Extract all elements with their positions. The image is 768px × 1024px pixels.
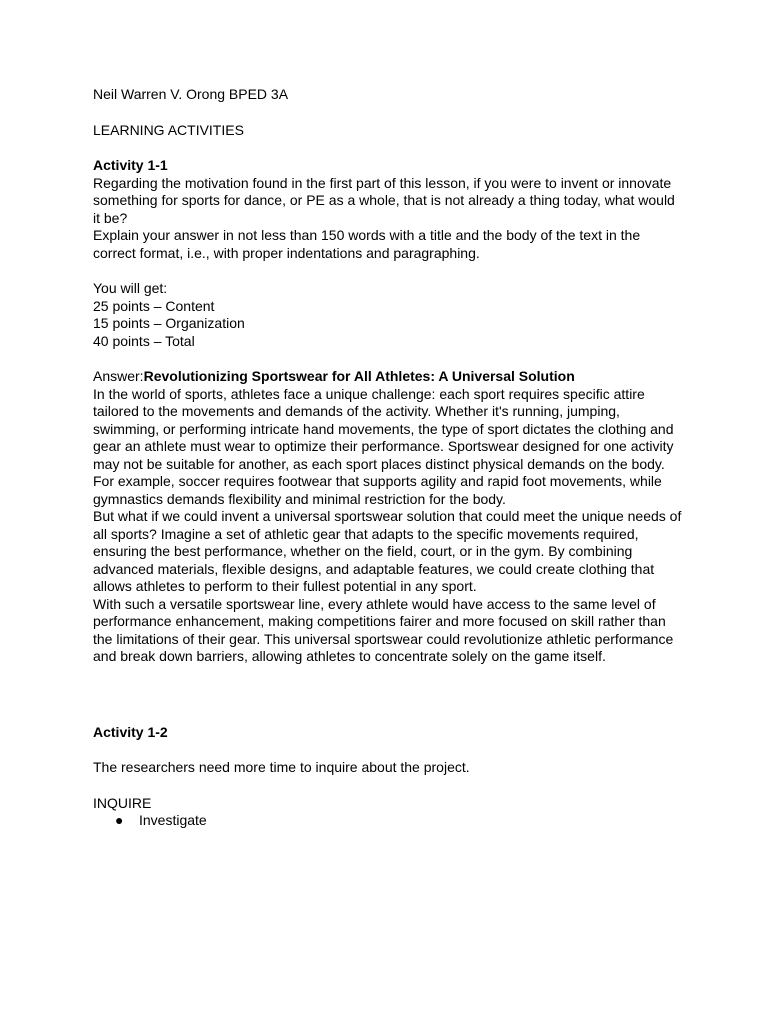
activity-1-2-heading: Activity 1-2 bbox=[93, 723, 168, 740]
inquire-label: INQUIRE bbox=[93, 794, 152, 811]
points-list bbox=[93, 280, 683, 350]
document-page bbox=[93, 86, 683, 830]
answer-paragraph-1: In the world of sports, athletes face a unique challenge: each sport requires specific attire tailored to the movements and demands of the activity. Whether it's running, jumping, swimming, or performing intricate hand movements, the type of sport dictates the clothing and gear an athlete must wear to optimize their performance. Sportswear designed for one activity may not be suitable for another, as each sport places distinct physical demands on the body. For example, soccer requires footwear that supports agility and rapid foot movements, while gymnastics demands flexibility and minimal restriction for the body. bbox=[93, 385, 674, 507]
points-organization: 15 points – Organization bbox=[93, 315, 245, 331]
points-total: 40 points – Total bbox=[93, 332, 195, 349]
answer-label: Answer: bbox=[93, 368, 144, 384]
answer-title: Revolutionizing Sportswear for All Athletes: A Universal Solution bbox=[143, 368, 575, 384]
answer-line bbox=[93, 368, 683, 386]
section-title: LEARNING ACTIVITIES bbox=[93, 121, 244, 138]
inquire-bullet-list bbox=[93, 812, 683, 830]
activity-1-1-prompt: Regarding the motivation found in the first part of this lesson, if you were to invent or innovate something for sports for dance, or PE as a whole, that is not already a thing today, what would it be? bbox=[93, 174, 675, 226]
answer-paragraph-3: With such a versatile sportswear line, every athlete would have access to the same level of performance enhancement, making competitions fairer and more focused on skill rather than the limitations of their gear. This universal sportswear could revolutionize athletic performance and break down barriers, allowing athletes to concentrate solely on the game itself. bbox=[93, 595, 674, 664]
bullet-icon: ● bbox=[115, 812, 124, 828]
you-will-get-label: You will get: bbox=[93, 280, 168, 296]
answer-paragraph-2: But what if we could invent a universal sportswear solution that could meet the unique needs of all sports? Imagine a set of athletic gear that adapts to the specific movements required, ensuring the best performance, whether on the field, court, or in the gym. By combining advanced materials, flexible designs, and adaptable features, we could create clothing that allows athletes to perform to their fullest potential in any sport. bbox=[93, 508, 682, 594]
list-item bbox=[93, 812, 683, 830]
points-content: 25 points – Content bbox=[93, 297, 215, 314]
bullet-text: Investigate bbox=[139, 812, 207, 828]
activity-1-1-instructions: Explain your answer in not less than 150 words with a title and the body of the text in the correct format, i.e., with proper indentations and paragraphing. bbox=[93, 227, 641, 261]
activity-1-1-heading: Activity 1-1 bbox=[93, 157, 168, 173]
activity-1-2-statement: The researchers need more time to inquire about the project. bbox=[93, 759, 470, 775]
student-name-line: Neil Warren V. Orong BPED 3A bbox=[93, 86, 289, 102]
